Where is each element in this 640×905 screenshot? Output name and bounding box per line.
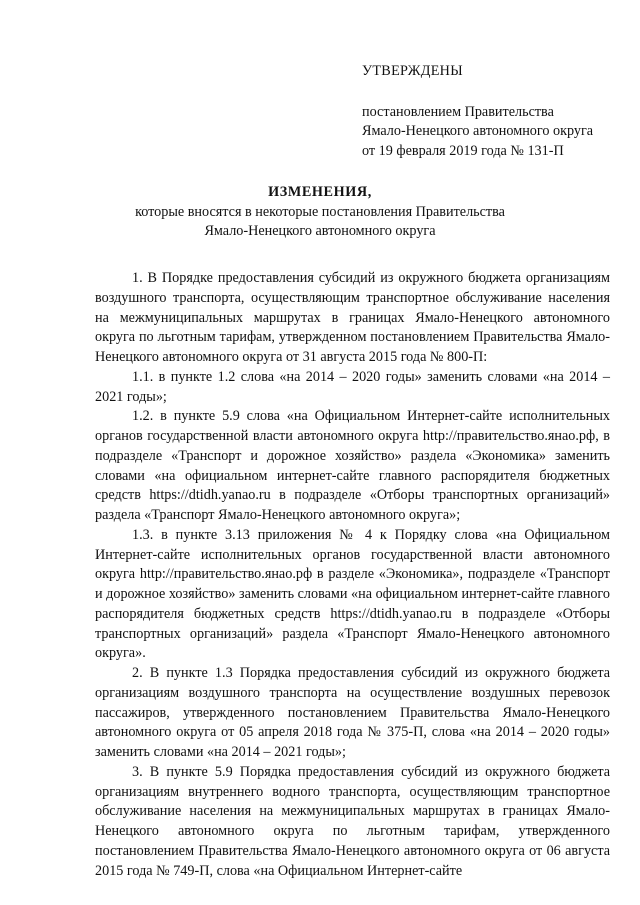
approval-line-3: от 19 февраля 2019 года № 131-П [362,142,564,159]
document-subtitle-line-2: Ямало-Ненецкого автономного округа [204,223,436,239]
paragraph-1: 1. В Порядке предоставления субсидий из окружного бюджета организациям воздушного транспорта, осуществляющим транспортное обслуживание населения на межмуниципальных маршрутах в границах Ямало-Ненецкого автономного округа по льготным тарифам, утвержденном постановлением Правительства Ямало-Ненецкого автономного округа от 31 августа 2015 года № 800-П: [95,270,610,365]
document-heading [0,183,640,242]
paragraph-1-2: 1.2. в пункте 5.9 слова «на Официальном Интернет-сайте исполнительных органов государственной власти автономного округа http://правительство.янао.рф, в подразделе «Транспорт и дорожное хозяйство» раздела «Экономика» заменить словами «на официальном интернет-сайте главного распорядителя бюджетных средств https://dtidh.yanao.ru в подразделе «Отборы транспортных организаций» раздела «Транспорт Ямало-Ненецкого автономного округа»; [95,408,610,523]
paragraph-3: 3. В пункте 5.9 Порядка предоставления субсидий из окружного бюджета организациям внутреннего водного транспорта, осуществляющим транспортное обслуживание населения на межмуниципальных маршрутах в границах Ямало-Ненецкого автономного округа по льготным тарифам, утвержденного постановлением Правительства Ямало-Ненецкого автономного округа от 06 августа 2015 года № 749-П, слова «на Официальном Интернет-сайте [95,763,610,879]
approval-title: УТВЕРЖДЕНЫ [362,63,463,79]
document-title: ИЗМЕНЕНИЯ, [268,184,372,200]
approval-block [362,62,593,161]
paragraph-1-1: 1.1. в пункте 1.2 слова «на 2014 – 2020 годы» заменить словами «на 2014 – 2021 годы»; [95,368,610,405]
approval-line-2: Ямало-Ненецкого автономного округа [362,123,594,140]
paragraph-2: 2. В пункте 1.3 Порядка предоставления субсидий из окружного бюджета организациям воздушного транспорта на осуществление воздушных перевозок пассажиров, утвержденного постановлением Правительства Ямало-Ненецкого автономного округа от 05 апреля 2018 года № 375-П, слова «на 2014 – 2020 годы» заменить словами «на 2014 – 2021 годы»; [95,665,610,760]
document-body [95,269,610,881]
document-subtitle-line-1: которые вносятся в некоторые постановления Правительства [135,203,505,220]
approval-line-1: постановлением Правительства [362,103,554,120]
paragraph-1-3: 1.3. в пункте 3.13 приложения № 4 к Порядку слова «на Официальном Интернет-сайте исполнительных органов государственной власти автономного округа http://правительство.янао.рф в разделе «Экономика», подразделе «Транспорт и дорожное хозяйство» заменить словами «на официальном интернет-сайте главного распорядителя бюджетных средств https://dtidh.yanao.ru в подразделе «Отборы транспортных организаций» раздела «Транспорт Ямало-Ненецкого автономного округа». [95,526,610,662]
